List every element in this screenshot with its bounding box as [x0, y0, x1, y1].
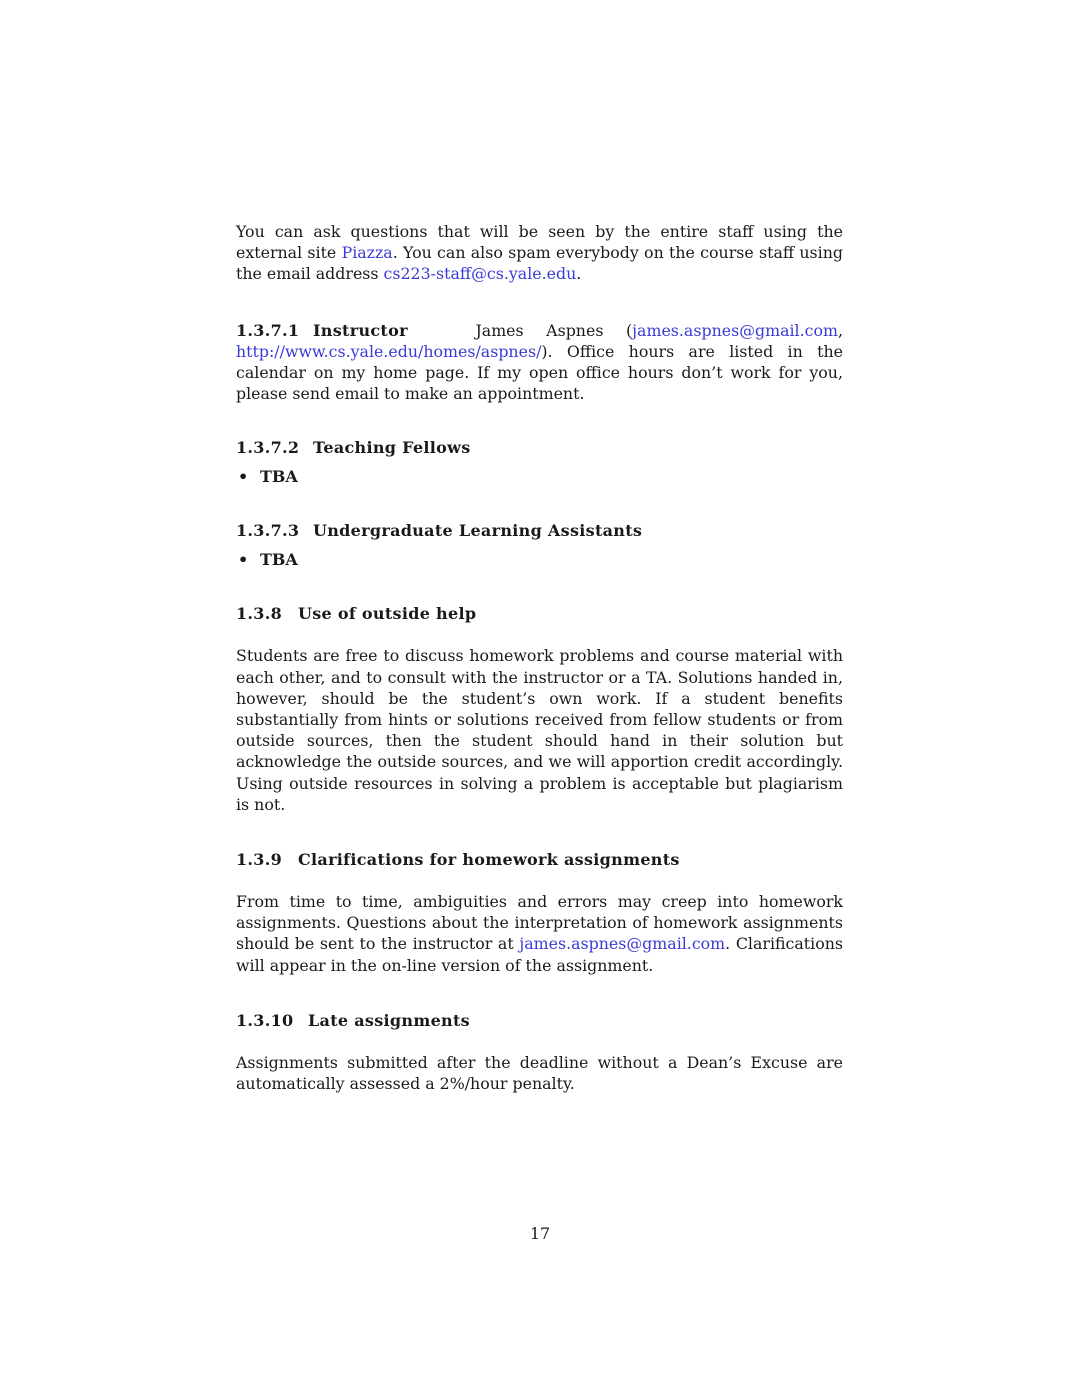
section-heading-outside-help: 1.3.8 Use of outside help: [236, 604, 477, 624]
page-content: [236, 221, 843, 1094]
clarifications-paragraph: From time to time, ambiguities and errors may creep into homework assignments. Questions about the interpretation of homework assignments should be sent to the instructor at james.aspnes@gmail.com. Clarifications will appear in the on-line version of the assignment.: [236, 892, 843, 975]
outside-help-paragraph: Students are free to discuss homework problems and course material with each other, and to consult with the instructor or a TA. Solutions handed in, however, should be the student’s own work. If a student benefits substantially from hints or solutions received from fellow students or from outside sources, then the student should hand in their solution but acknowledge the outside sources, and we will apportion credit accordingly. Using outside resources in solving a problem is acceptable but plagiarism is not.: [236, 646, 843, 814]
clarifications-email-link[interactable]: james.aspnes@gmail.com: [519, 934, 726, 954]
ulas-list: [236, 550, 843, 569]
instructor-homepage-link[interactable]: http://www.cs.yale.edu/homes/aspnes/: [236, 341, 542, 361]
instructor-paragraph: 1.3.7.1 Instructor James Aspnes (james.aspnes@gmail.com, http://www.cs.yale.edu/homes/aspnes/). Office hours are listed in the calendar on my home page. If my open office hours don’t work for you, please send email to make an appointment.: [236, 320, 843, 404]
section-heading-late-assignments: 1.3.10 Late assignments: [236, 1010, 470, 1030]
intro-paragraph: You can ask questions that will be seen by the entire staff using the external site Piazza. You can also spam everybody on the course staff using the email address cs223-staff@cs.yale.edu.: [236, 222, 843, 284]
section-title: Instructor: [313, 320, 408, 340]
list-item: • TBA: [236, 550, 843, 569]
page-number: 17: [529, 1224, 551, 1243]
list-item: • TBA: [236, 467, 843, 486]
piazza-link[interactable]: Piazza: [341, 243, 393, 263]
staff-email-link[interactable]: cs223-staff@cs.yale.edu: [383, 264, 577, 284]
section-heading-teaching-fellows: 1.3.7.2 Teaching Fellows: [236, 438, 471, 458]
section-heading-clarifications: 1.3.9 Clarifications for homework assignments: [236, 850, 680, 870]
section-heading-ulas: 1.3.7.3 Undergraduate Learning Assistants: [236, 521, 643, 541]
teaching-fellows-list: [236, 467, 843, 486]
late-paragraph: Assignments submitted after the deadline without a Dean’s Excuse are automatically assessed a 2%/hour penalty.: [236, 1052, 843, 1094]
instructor-email-link[interactable]: james.aspnes@gmail.com: [632, 320, 838, 340]
section-number: 1.3.7.1: [236, 320, 300, 340]
